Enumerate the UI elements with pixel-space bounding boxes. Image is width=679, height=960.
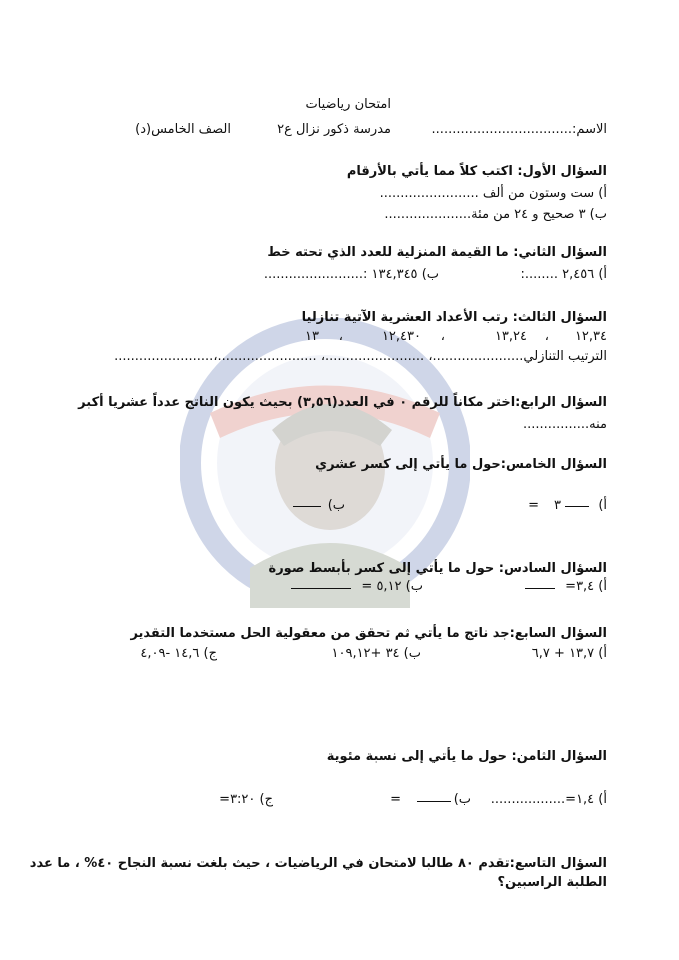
- q8-part-c: ج) ٣:٢٠=: [219, 792, 273, 807]
- q3-sep-2: ،: [440, 329, 445, 344]
- q6-b-blank: [291, 588, 351, 589]
- q3-number-2: ١٣,٢٤: [494, 329, 527, 344]
- q7-part-a: أ) ١٣,٧ + ٦,٧: [531, 646, 607, 661]
- q2-a-dots: ........:: [520, 267, 558, 282]
- q2-title: السؤال الثاني: ما القيمة المنزلية للعدد الذي تحته خط: [267, 245, 607, 260]
- q1-title: السؤال الأول: اكتب كلاً مما يأتي بالأرقام: [346, 164, 607, 179]
- q7-part-c: ج) ١٤,٦ -٤,٠٩: [140, 646, 217, 661]
- q3-number-3: ١٢,٤٣٠: [381, 329, 421, 344]
- q5-b-blank: [293, 506, 321, 507]
- q8-part-a: أ) ١,٤=..................: [490, 792, 607, 807]
- q3-sep-3: ،: [338, 329, 343, 344]
- q4-title: السؤال الرابع:اختر مكاناً للرقم ٠ في العدد(٣,٥٦) بحيث يكون الناتج عدداً عشريا أكبر: [78, 395, 607, 410]
- q4-continuation: منه................: [523, 417, 607, 432]
- school-name: مدرسة ذكور نزال ع٢: [277, 122, 391, 137]
- q3-number-4: ١٣: [305, 329, 319, 344]
- q7-part-b: ب) ٣٤ +١٠٩,١٢: [331, 646, 421, 661]
- student-name-field: الاسم:..................................: [431, 122, 607, 137]
- q6-title: السؤال السادس: حول ما يأتي إلى كسر بأبسط صورة: [268, 561, 607, 576]
- q3-order-line: الترتيب التنازلي......................، ........................، ........................،........................: [114, 349, 607, 364]
- q3-title: السؤال الثالث: رتب الأعداد العشرية الآتية تنازليا: [301, 310, 607, 325]
- grade-label: الصف الخامس(د): [135, 122, 231, 137]
- q1-part-a: أ) ست وستون من ألف ........................: [379, 186, 607, 201]
- q2-part-b: [264, 266, 439, 284]
- q9-line-2: الطلبة الراسبين؟: [497, 875, 607, 890]
- q2-b-label: ب): [421, 267, 439, 282]
- q1-part-b: ب) ٣ صحيح و ٢٤ من مئة.....................: [384, 207, 607, 222]
- q8-title: السؤال الثامن: حول ما يأتي إلى نسبة مئوية: [326, 749, 607, 764]
- q5-a-label: أ): [598, 498, 607, 513]
- q7-title: السؤال السابع:جد ناتج ما يأتي ثم تحقق من معقولية الحل مستخدما التقدير: [130, 626, 607, 641]
- q8-b-blank: [417, 801, 451, 802]
- q2-part-a: [521, 266, 607, 284]
- q2-b-dots: :........................: [263, 267, 368, 282]
- q5-title: السؤال الخامس:حول ما يأتي إلى كسر عشري: [315, 457, 607, 472]
- q3-sep-1: ،: [544, 329, 549, 344]
- q2-a-label: أ): [598, 267, 607, 282]
- q9-line-1: السؤال التاسع:تقدم ٨٠ طالبا لامتحان في الرياضيات ، حيث بلغت نسبة النجاح ٤٠% ، ما عدد: [29, 856, 607, 871]
- q5-a-equals: =: [528, 498, 539, 513]
- q5-b-label: ب): [327, 498, 345, 513]
- q2-b-number: ١٣٤,٣٤٥: [371, 267, 418, 282]
- q3-number-1: ١٢,٣٤: [574, 329, 607, 344]
- q2-a-number: ٢,٤٥٦: [562, 267, 595, 282]
- q6-a-blank: [525, 588, 555, 589]
- q6-part-a: أ) ٣,٤=: [565, 579, 607, 594]
- q5-a-expr: ٣: [554, 498, 561, 513]
- q8-b-equals: =: [390, 792, 401, 807]
- q6-part-b: ب) ٥,١٢ =: [361, 579, 423, 594]
- exam-title: امتحان رياضيات: [305, 97, 391, 112]
- q5-a-blank: [565, 506, 589, 507]
- q8-b-label: ب): [453, 792, 471, 807]
